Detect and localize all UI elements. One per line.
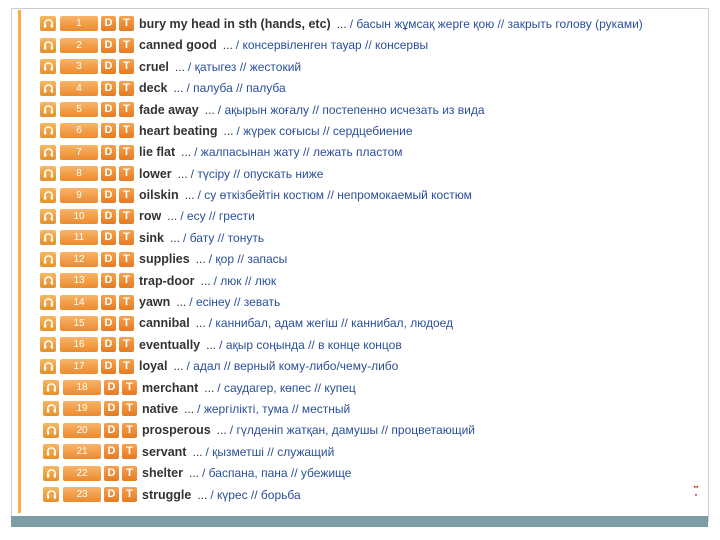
list-item (40, 207, 700, 227)
definition-button[interactable]: D (101, 295, 116, 310)
definition-button[interactable]: D (101, 252, 116, 267)
entry-number: 23 (63, 487, 101, 502)
entry-word: eventually (139, 337, 201, 352)
entry-translation: / саудагер, көпес // купец (217, 380, 356, 395)
entry-word: prosperous (142, 423, 211, 438)
headphones-icon[interactable] (40, 316, 56, 331)
headphones-icon[interactable] (43, 401, 59, 416)
entry-translation: / баспана, пана // убежище (202, 466, 352, 481)
list-item (40, 335, 700, 355)
headphones-icon[interactable] (40, 337, 56, 352)
headphones-icon[interactable] (40, 38, 56, 53)
translation-button[interactable]: T (122, 466, 137, 481)
separator: ... (170, 230, 181, 245)
definition-button[interactable]: D (101, 102, 116, 117)
list-item (43, 463, 700, 483)
separator: ... (184, 188, 195, 203)
list-item (40, 121, 700, 141)
separator: ... (173, 359, 184, 374)
translation-button[interactable]: T (122, 423, 137, 438)
headphones-icon[interactable] (43, 466, 59, 481)
entry-word: supplies (139, 252, 190, 267)
list-item (40, 271, 700, 291)
definition-button[interactable]: D (104, 444, 119, 459)
separator: ... (204, 102, 215, 117)
list-item (43, 378, 700, 398)
entry-number: 7 (60, 145, 98, 160)
translation-button[interactable]: T (119, 166, 134, 181)
entry-translation: / бату // тонуть (183, 230, 265, 245)
translation-button[interactable]: T (119, 359, 134, 374)
entry-word: loyal (139, 359, 168, 374)
vocabulary-list (40, 14, 700, 506)
separator: ... (177, 166, 188, 181)
entry-word: canned good (139, 38, 217, 53)
list-item (40, 78, 700, 98)
definition-button[interactable]: D (101, 16, 116, 31)
definition-button[interactable]: D (104, 466, 119, 481)
headphones-icon[interactable] (40, 188, 56, 203)
entry-translation: / қызметші // служащий (205, 444, 335, 459)
entry-translation: / қор // запасы (208, 252, 288, 267)
translation-button[interactable]: T (122, 487, 137, 502)
entry-number: 2 (60, 38, 98, 53)
headphones-icon[interactable] (40, 102, 56, 117)
definition-button[interactable]: D (104, 380, 119, 395)
list-item (40, 249, 700, 269)
translation-button[interactable]: T (119, 59, 134, 74)
entry-translation: / люк // люк (213, 273, 277, 288)
definition-button[interactable]: D (101, 337, 116, 352)
entry-word: lower (139, 166, 172, 181)
translation-button[interactable]: T (122, 380, 137, 395)
translation-button[interactable]: T (119, 252, 134, 267)
separator: ... (206, 337, 217, 352)
list-item (40, 14, 700, 34)
entry-translation: / су өткізбейтін костюм // непромокаемый костюм (197, 188, 472, 203)
entry-translation: / басын жұмсақ жерге қою // закрыть голову (руками) (349, 16, 643, 31)
definition-button[interactable]: D (101, 209, 116, 224)
definition-button[interactable]: D (101, 316, 116, 331)
list-item (40, 164, 700, 184)
entry-word: servant (142, 444, 187, 459)
separator: ... (167, 209, 178, 224)
separator: ... (204, 380, 215, 395)
entry-word: bury my head in sth (hands, etc) (139, 16, 331, 31)
entry-word: deck (139, 81, 168, 96)
entry-translation: / есінеу // зевать (189, 295, 281, 310)
definition-button[interactable]: D (101, 59, 116, 74)
headphones-icon[interactable] (40, 230, 56, 245)
entry-word: native (142, 401, 179, 416)
entry-number: 14 (60, 295, 98, 310)
entry-word: struggle (142, 487, 192, 502)
entry-number: 21 (63, 444, 101, 459)
entry-number: 4 (60, 81, 98, 96)
entry-word: heart beating (139, 123, 218, 138)
definition-button[interactable]: D (101, 81, 116, 96)
definition-button[interactable]: D (104, 423, 119, 438)
separator: ... (174, 59, 185, 74)
separator: ... (181, 145, 192, 160)
separator: ... (223, 123, 234, 138)
separator: ... (192, 444, 203, 459)
entry-number: 16 (60, 337, 98, 352)
separator: ... (176, 295, 187, 310)
entry-number: 3 (60, 59, 98, 74)
separator: ... (184, 401, 195, 416)
translation-button[interactable]: T (122, 401, 137, 416)
entry-translation: / күрес // борьба (210, 487, 301, 502)
headphones-icon[interactable] (40, 273, 56, 288)
translation-button[interactable]: T (122, 444, 137, 459)
entry-number: 5 (60, 102, 98, 117)
entry-translation: / жүрек соғысы // сердцебиение (236, 123, 413, 138)
entry-number: 19 (63, 401, 101, 416)
entry-translation: / жалпасынан жату // лежать пластом (194, 145, 403, 160)
translation-button[interactable]: T (119, 209, 134, 224)
entry-translation: / каннибал, адам жегіш // каннибал, людоед (208, 316, 454, 331)
translation-button[interactable]: T (119, 188, 134, 203)
headphones-icon[interactable] (40, 59, 56, 74)
list-item (40, 185, 700, 205)
translation-button[interactable]: T (119, 295, 134, 310)
entry-word: row (139, 209, 162, 224)
headphones-icon[interactable] (43, 487, 59, 502)
definition-button[interactable]: D (101, 188, 116, 203)
definition-button[interactable]: D (101, 166, 116, 181)
entry-word: merchant (142, 380, 199, 395)
translation-button[interactable]: T (119, 230, 134, 245)
headphones-icon[interactable] (40, 16, 56, 31)
entry-word: oilskin (139, 188, 179, 203)
entry-word: shelter (142, 466, 183, 481)
entry-word: trap-door (139, 273, 195, 288)
separator: ... (189, 466, 200, 481)
headphones-icon[interactable] (40, 295, 56, 310)
list-item (40, 142, 700, 162)
headphones-icon[interactable] (40, 359, 56, 374)
list-item (40, 292, 700, 312)
headphones-icon[interactable] (40, 209, 56, 224)
entry-word: cannibal (139, 316, 190, 331)
entry-number: 1 (60, 16, 98, 31)
separator: ... (222, 38, 233, 53)
list-item (43, 399, 700, 419)
separator: ... (336, 16, 347, 31)
headphones-icon[interactable] (40, 81, 56, 96)
entry-number: 8 (60, 166, 98, 181)
translation-button[interactable]: T (119, 273, 134, 288)
entry-number: 12 (60, 252, 98, 267)
separator: ... (197, 487, 208, 502)
translation-button[interactable]: T (119, 102, 134, 117)
entry-number: 15 (60, 316, 98, 331)
list-item (40, 228, 700, 248)
headphones-icon[interactable] (40, 252, 56, 267)
translation-button[interactable]: T (119, 16, 134, 31)
translation-button[interactable]: T (119, 337, 134, 352)
headphones-icon[interactable] (43, 444, 59, 459)
list-item (40, 313, 700, 333)
list-item (43, 420, 700, 440)
translation-button[interactable]: T (119, 123, 134, 138)
entry-number: 11 (60, 230, 98, 245)
corner-logo-icon: ▪▪ ▪ (693, 484, 699, 499)
entry-word: yawn (139, 295, 171, 310)
entry-number: 18 (63, 380, 101, 395)
entry-translation: / түсіру // опускать ниже (190, 166, 324, 181)
list-item (40, 356, 700, 376)
entry-translation: / адал // верный кому-либо/чему-либо (186, 359, 399, 374)
definition-button[interactable]: D (101, 230, 116, 245)
list-item (40, 100, 700, 120)
headphones-icon[interactable] (43, 423, 59, 438)
entry-translation: / есу // грести (180, 209, 255, 224)
separator: ... (200, 273, 211, 288)
separator: ... (195, 316, 206, 331)
left-accent-bar (18, 10, 21, 513)
definition-button[interactable]: D (104, 487, 119, 502)
list-item (40, 35, 700, 55)
entry-translation: / жергілікті, тума // местный (197, 401, 351, 416)
headphones-icon[interactable] (40, 166, 56, 181)
entry-word: lie flat (139, 145, 176, 160)
entry-word: fade away (139, 102, 199, 117)
entry-number: 9 (60, 188, 98, 203)
definition-button[interactable]: D (101, 123, 116, 138)
entry-translation: / палуба // палуба (186, 81, 286, 96)
headphones-icon[interactable] (43, 380, 59, 395)
entry-number: 17 (60, 359, 98, 374)
list-item (43, 485, 700, 505)
definition-button[interactable]: D (101, 273, 116, 288)
definition-button[interactable]: D (101, 359, 116, 374)
headphones-icon[interactable] (40, 123, 56, 138)
entry-number: 13 (60, 273, 98, 288)
entry-word: cruel (139, 59, 169, 74)
separator: ... (195, 252, 206, 267)
headphones-icon[interactable] (40, 145, 56, 160)
list-item (40, 57, 700, 77)
list-item (43, 442, 700, 462)
entry-word: sink (139, 230, 165, 245)
entry-number: 22 (63, 466, 101, 481)
separator: ... (173, 81, 184, 96)
entry-number: 6 (60, 123, 98, 138)
entry-translation: / ақырын жоғалу // постепенно исчезать из вида (217, 102, 485, 117)
definition-button[interactable]: D (101, 38, 116, 53)
entry-translation: / гүлденіп жатқан, дамушы // процветающий (229, 423, 475, 438)
entry-number: 20 (63, 423, 101, 438)
translation-button[interactable]: T (119, 81, 134, 96)
entry-translation: / ақыр соңында // в конце концов (219, 337, 402, 352)
translation-button[interactable]: T (119, 38, 134, 53)
bottom-bar (11, 516, 708, 527)
separator: ... (216, 423, 227, 438)
entry-number: 10 (60, 209, 98, 224)
translation-button[interactable]: T (119, 316, 134, 331)
definition-button[interactable]: D (101, 145, 116, 160)
translation-button[interactable]: T (119, 145, 134, 160)
entry-translation: / қатыгез // жестокий (187, 59, 302, 74)
entry-translation: / консервіленген тауар // консервы (235, 38, 429, 53)
definition-button[interactable]: D (104, 401, 119, 416)
